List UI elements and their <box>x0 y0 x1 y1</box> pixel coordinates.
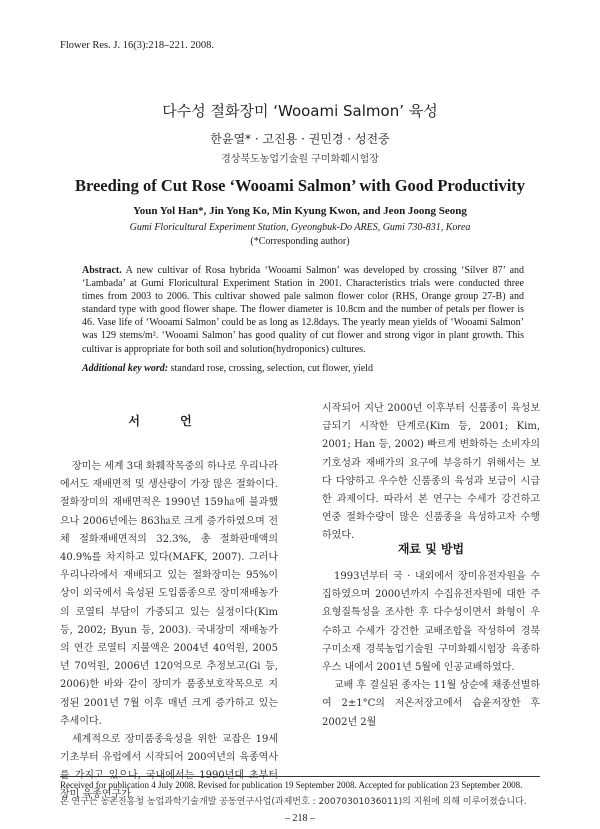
page-number: – 218 – <box>285 813 315 824</box>
keywords <box>82 363 524 374</box>
section-heading-introduction: 서 언 <box>128 414 210 428</box>
korean-affiliation: 경상북도농업기술원 구미화훼시험장 <box>221 154 379 165</box>
footnote-funding: 본 연구는 농촌진흥청 농업과학기술개발 공동연구사업(과제번호 : 20070301036011)의 지원에 의해 이루어졌습니다. <box>60 797 527 807</box>
left-column <box>60 458 278 804</box>
intro-paragraph: 장미는 세계 3대 화훼작목중의 하나로 우리나라에서도 재배면적 및 생산량이 가장 많은 절화이다. 절화장미의 재배면적은 1990년 159㏊에 불과했으나 2006년에는 863㏊로 크게 증가하였으며 전체 절화재배면적의 32.3%, 총 절화판매액의 40.9%를 차지하고 있다(MAFK, 2007). 그러나 우리나라에서 재배되고 있는 절화장미는 95%이상이 외국에서 육성된 도입품종으로 장미재배농가의 로열티 부담이 가중되고 있는 실정이다(Kim 등, 2002; Byun 등, 2003). 국내장미 재배농가의 연간 로열티 지불액은 2004년 40억원, 2005년 70억원, 2006년 120억으로 추정보고(Gi 등, 2006)한 바와 같이 장미가 품종보호작목으로 지정된 2001년 7월 이후 매년 크게 증가하고 있는 추세이다. <box>60 461 278 727</box>
abstract <box>82 264 524 356</box>
footnote-divider <box>60 776 540 777</box>
korean-title: 다수성 절화장미 ‘Wooami Salmon’ 육성 <box>162 102 438 120</box>
method-paragraph: 교배 후 결실된 종자는 11월 상순에 채종선별하여 2±1°C의 저온저장고에서 습윤저장한 후 2002년 2월 <box>322 680 540 728</box>
abstract-text: A new cultivar of Rosa hybrida ‘Wooami Salmon’ was developed by crossing ‘Silver 87’ and ‘Lambada’ at Gumi Floricultural Experiment Station in 2001. Characteristics trials were conducted three times from 2003 to 2006. This cultivar showed pale salmon flower color (RHS, Orange group 27-B) and standard type with good flower shape. The flower diameter is 10.8cm and the number of petals per flower is 46. Vase life of ‘Wooami Salmon’ could be as long as 12.8days. The yearly mean yields of ‘Wooami Salmon’ was 129 stems/m². ‘Wooami Salmon’ has good quality of cut flower and strong vigor in plant growth. This cultivar is appropriate for both soil and solution(hydroponics) cultures. <box>82 265 525 355</box>
abstract-label: Abstract. <box>82 265 122 276</box>
journal-citation: Flower Res. J. 16(3):218–221. 2008. <box>60 40 214 51</box>
intro-paragraph: 세계적으로 장미품종육성을 위한 교잡은 19세기초부터 유럽에서 시작되어 200여년의 육종역사를 가지고 있으나, 국내에서는 1990년대 초부터 장미 육종연구가 <box>60 734 278 800</box>
english-authors: Youn Yol Han*, Jin Yong Ko, Min Kyung Kwon, and Jeon Joong Seong <box>133 205 467 217</box>
footnote-received: Received for publication 4 July 2008. Revised for publication 19 September 2008. Accepted for publication 23 September 2008. <box>60 780 523 790</box>
keywords-label: Additional key word: <box>82 363 169 374</box>
intro-continued-paragraph: 시작되어 지난 2000년 이후부터 신품종이 육성보급되기 시작한 단계로(Kim 등, 2001; Kim, 2001; Han 등, 2002) 빠르게 변화하는 소비자의 기호성과 재배가의 요구에 부응하기 위해서는 보다 다양하고 우수한 신품종의 육성과 보급이 시급한 과제이다. 따라서 본 연구는 수세가 강건하고 연중 절화수량이 많은 신품종을 육성하고자 수행하였다. <box>322 403 540 542</box>
english-title: Breeding of Cut Rose ‘Wooami Salmon’ with Good Productivity <box>74 176 526 195</box>
corresponding-author-note: (*Corresponding author) <box>250 236 350 247</box>
korean-authors: 한윤열* · 고진용 · 권민경 · 성전중 <box>210 132 390 146</box>
right-column-top <box>322 400 540 546</box>
english-affiliation: Gumi Floricultural Experiment Station, Gyeongbuk-Do ARES, Gumi 730-831, Korea <box>129 222 471 233</box>
keywords-text: standard rose, crossing, selection, cut flower, yield <box>170 363 373 374</box>
right-column-bottom <box>322 568 540 732</box>
method-paragraph: 1993년부터 국 · 내외에서 장미유전자원을 수집하였으며 2000년까지 수집유전자원에 대한 주요형질특성을 조사한 후 다수성이면서 화형이 우수하고 수세가 강건한 교배조합을 작성하여 경북 구미소재 경북농업기술원 구미화훼시험장 육종하우스 내에서 2001년 5월에 인공교배하였다. <box>322 571 540 674</box>
section-heading-methods: 재료 및 방법 <box>397 542 465 556</box>
